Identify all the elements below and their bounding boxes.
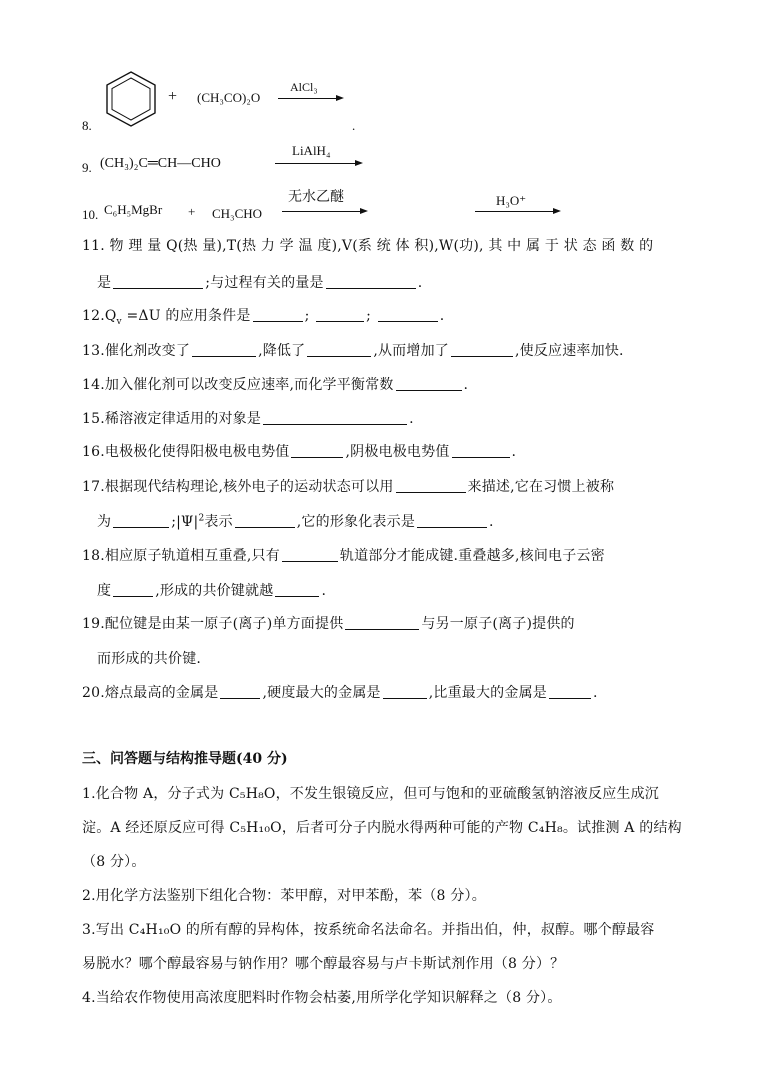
reaction-9-reagent: LiAlH₄ xyxy=(292,143,331,158)
question-13 xyxy=(82,340,624,360)
q17-sup: 2 xyxy=(198,513,205,524)
reaction-9-arrowhead xyxy=(355,160,363,166)
q18-end: . xyxy=(321,583,327,599)
reaction-8-plus: + xyxy=(168,88,178,105)
section-3-p1-line3: （8 分）。 xyxy=(82,854,146,870)
q15-blank-1[interactable] xyxy=(263,410,407,425)
reaction-10-reactant2: CH₃CHO xyxy=(212,206,263,221)
reaction-9-reactant: (CH₃)₂C═CH—CHO xyxy=(100,156,221,171)
q13-text-b: ,降低了 xyxy=(258,343,306,359)
q12-text-c: =ΔU 的应用条件是 xyxy=(121,308,251,324)
question-17-line2 xyxy=(97,511,494,531)
q13-text-d: ,使反应速率加快. xyxy=(514,343,624,359)
q15-text-a: 15.稀溶液定律适用的对象是 xyxy=(82,411,262,427)
q12-sub: v xyxy=(116,316,122,327)
question-19-line2: 而形成的共价键. xyxy=(97,651,202,667)
question-20 xyxy=(82,682,598,702)
q16-blank-2[interactable] xyxy=(452,443,510,458)
q11-blank-1[interactable] xyxy=(113,274,203,289)
q20-text-b: ,硬度最大的金属是 xyxy=(262,685,381,701)
section-3-p2: 2.用化学方法鉴别下组化合物：苯甲醇，对甲苯酚，苯（8 分）。 xyxy=(82,888,486,904)
q18-text-c: 度 xyxy=(97,583,112,599)
section-3-p4: 4.当给农作物使用高浓度肥料时作物会枯萎,用所学化学知识解释之（8 分）。 xyxy=(82,990,562,1006)
q17-blank-3[interactable] xyxy=(235,513,295,528)
section-3-p1-line1: 1.化合物 A，分子式为 C₅H₈O，不发生银镜反应，但可与饱和的亚硫酸氢钠溶液反应生成沉 xyxy=(82,786,659,802)
question-12 xyxy=(82,305,444,327)
reaction-10-number: 10. xyxy=(82,207,99,222)
q16-end: . xyxy=(511,444,517,460)
q13-blank-3[interactable] xyxy=(451,342,513,357)
q16-text-b: ,阴极电极电势值 xyxy=(345,444,450,460)
reaction-10-condition2: H₃O⁺ xyxy=(496,193,527,208)
reaction-10-arrow1 xyxy=(282,211,360,212)
reaction-8-number: 8. xyxy=(82,118,92,133)
q20-blank-3[interactable] xyxy=(549,684,591,699)
q20-text-a: 20.熔点最高的金属是 xyxy=(82,685,219,701)
q11-blank-2[interactable] xyxy=(326,274,416,289)
q13-blank-2[interactable] xyxy=(307,342,371,357)
q12-blank-2[interactable] xyxy=(316,307,364,322)
q17-text-g: ,它的形象化表示是 xyxy=(296,514,416,530)
q13-text-c: ,从而增加了 xyxy=(373,343,449,359)
question-19-line1 xyxy=(82,613,575,633)
q15-end: . xyxy=(409,411,414,427)
q11-text-b: ;与过程有关的量是 xyxy=(205,275,324,291)
section-3-p3-line1: 3.写出 C₄H₁₀O 的所有醇的异构体，按系统命名法命名。并指出伯，仲，叔醇。哪个醇最容 xyxy=(82,922,655,938)
reaction-10-arrowhead2 xyxy=(553,208,561,214)
reaction-10-arrowhead1 xyxy=(360,208,368,214)
question-15 xyxy=(82,408,414,428)
q13-blank-1[interactable] xyxy=(192,342,256,357)
q14-blank-1[interactable] xyxy=(396,376,462,391)
reaction-8-end: . xyxy=(352,118,356,133)
q19-text-a: 19.配位键是由某一原子(离子)单方面提供 xyxy=(82,616,344,632)
q12-blank-1[interactable] xyxy=(253,307,303,322)
q17-text-c: 为 xyxy=(97,514,112,530)
q17-text-f: 表示 xyxy=(204,514,233,530)
reaction-8-reagent: (CH₃CO)₂O xyxy=(197,90,261,105)
section-3-title: 三、问答题与结构推导题(40 分) xyxy=(82,751,288,767)
reaction-9-arrow xyxy=(275,163,355,164)
reaction-10-condition1: 无水乙醚 xyxy=(288,190,344,205)
q20-blank-1[interactable] xyxy=(220,684,260,699)
q20-text-c: ,比重最大的金属是 xyxy=(428,685,547,701)
q17-end: . xyxy=(489,514,494,530)
benzene-ring-icon xyxy=(100,68,162,130)
q11-text-c: . xyxy=(417,275,423,291)
q18-text-d: ,形成的共价键就越 xyxy=(155,583,274,599)
q17-text-d: ;|Ψ| xyxy=(171,514,199,530)
q20-end: . xyxy=(592,685,598,701)
q20-blank-2[interactable] xyxy=(383,684,427,699)
q16-text-a: 16.电极极化使得阳极电极电势值 xyxy=(82,444,290,460)
q17-blank-4[interactable] xyxy=(417,513,487,528)
q12-text-a: 12.Q xyxy=(82,308,117,324)
q18-blank-3[interactable] xyxy=(275,582,319,597)
reaction-8-arrowhead xyxy=(336,95,344,101)
q17-text-b: 来描述,它在习惯上被称 xyxy=(467,479,615,495)
q18-blank-2[interactable] xyxy=(113,582,153,597)
q18-text-a: 18.相应原子轨道相互重叠,只有 xyxy=(82,548,280,564)
q14-end: . xyxy=(463,377,469,393)
q18-blank-1[interactable] xyxy=(282,547,338,562)
q17-blank-1[interactable] xyxy=(396,478,466,493)
reaction-8-catalyst: AlCl₃ xyxy=(290,80,318,94)
q17-blank-2[interactable] xyxy=(113,513,169,528)
reaction-10-reactant1: C₆H₅MgBr xyxy=(104,202,163,217)
q12-blank-3[interactable] xyxy=(378,307,438,322)
q14-text-a: 14.加入催化剂可以改变反应速率,而化学平衡常数 xyxy=(82,377,394,393)
q11-text-a: 是 xyxy=(97,275,112,291)
question-16 xyxy=(82,441,516,461)
q13-text-a: 13.催化剂改变了 xyxy=(82,343,191,359)
reaction-10-arrow2 xyxy=(475,211,553,212)
q12-end: . xyxy=(439,308,445,324)
question-18-line2 xyxy=(97,580,326,600)
q12-sep-1: ; xyxy=(304,308,310,324)
reaction-8-arrow xyxy=(278,98,336,99)
q18-text-b: 轨道部分才能成键.重叠越多,核间电子云密 xyxy=(339,548,605,564)
question-11-line1: 11. 物 理 量 Q(热 量),T(热 力 学 温 度),V(系 统 体 积),W(功), 其 中 属 于 状 态 函 数 的 xyxy=(82,238,654,254)
question-18-line1 xyxy=(82,545,605,565)
q19-blank-1[interactable] xyxy=(345,615,419,630)
section-3-p1-line2: 淀。A 经还原反应可得 C₅H₁₀O，后者可分子内脱水得两种可能的产物 C₄H₈。试推测 A 的结构 xyxy=(82,820,682,836)
q17-text-a: 17.根据现代结构理论,核外电子的运动状态可以用 xyxy=(82,479,394,495)
question-17-line1 xyxy=(82,476,614,496)
reaction-9-number: 9. xyxy=(82,160,92,175)
section-3-p3-line2: 易脱水？哪个醇最容易与钠作用？哪个醇最容易与卢卡斯试剂作用（8 分）？ xyxy=(82,956,565,972)
q16-blank-1[interactable] xyxy=(291,443,343,458)
q19-text-b: 与另一原子(离子)提供的 xyxy=(421,616,575,632)
question-14 xyxy=(82,374,468,394)
question-11-line2 xyxy=(97,272,422,292)
reaction-10-plus: + xyxy=(188,204,196,219)
q12-sep-2: ; xyxy=(366,308,372,324)
